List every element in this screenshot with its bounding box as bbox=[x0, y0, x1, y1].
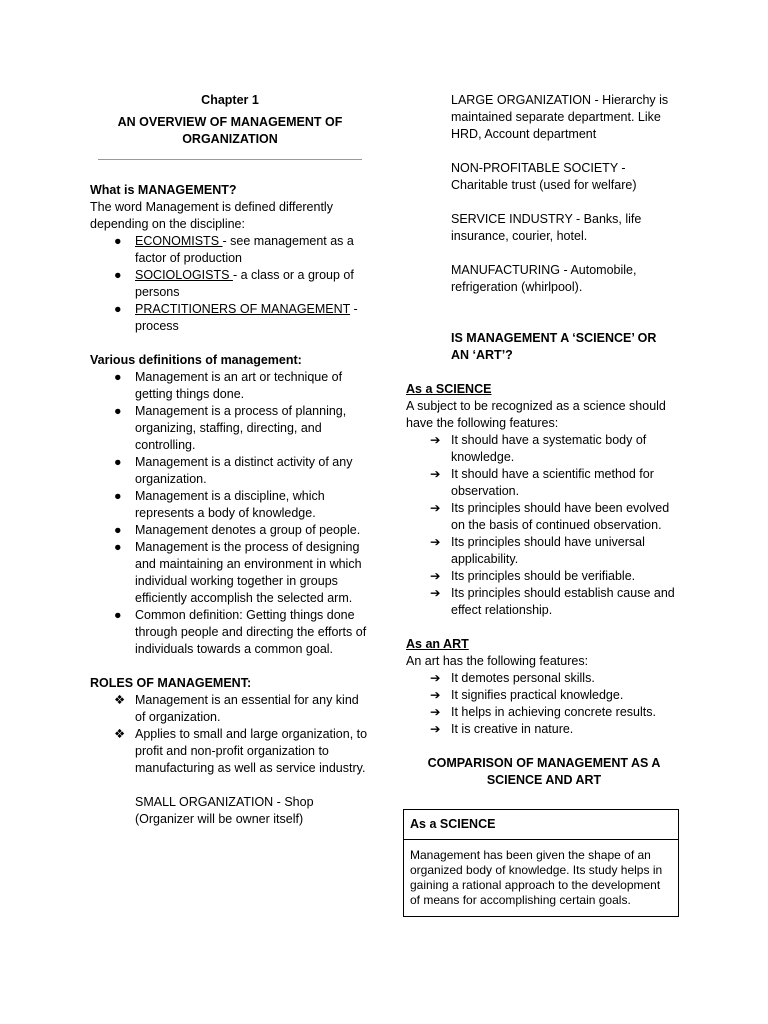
art-features-list bbox=[406, 670, 682, 738]
list-item bbox=[90, 403, 370, 454]
definition-text: Management is a distinct activity of any organization. bbox=[135, 455, 353, 486]
list-item bbox=[406, 432, 682, 466]
list-item bbox=[90, 692, 370, 726]
feature-text: It signifies practical knowledge. bbox=[451, 688, 624, 702]
list-item bbox=[406, 500, 682, 534]
table-content: Management has been given the shape of an organized body of knowledge. Its study helps in gaining a rational approach to the development of means for accomplishing certain goals. bbox=[404, 839, 678, 916]
list-item bbox=[406, 568, 682, 585]
list-item bbox=[90, 539, 370, 607]
bullet-icon: ● bbox=[114, 302, 122, 316]
left-column bbox=[90, 0, 370, 828]
list-item bbox=[406, 670, 682, 687]
table-header: As a SCIENCE bbox=[410, 817, 496, 831]
comparison-table bbox=[403, 809, 679, 917]
feature-text: Its principles should have been evolved on the basis of continued observation. bbox=[451, 501, 670, 532]
list-item bbox=[90, 607, 370, 658]
definition-text: Management is a process of planning, organizing, staffing, directing, and controlling. bbox=[135, 404, 347, 452]
feature-text: It helps in achieving concrete results. bbox=[451, 705, 656, 719]
art-heading: As an ART bbox=[406, 637, 469, 651]
discipline-desc: - a class or a group of persons bbox=[135, 268, 354, 299]
list-item bbox=[90, 267, 370, 301]
service-industry: SERVICE INDUSTRY - Banks, life insurance, courier, hotel. bbox=[451, 212, 642, 243]
diamond-icon: ❖ bbox=[114, 727, 126, 741]
chapter-title-line1: AN OVERVIEW OF MANAGEMENT OF bbox=[117, 115, 343, 129]
discipline-term: SOCIOLOGISTS bbox=[135, 268, 233, 282]
arrow-icon: ➔ bbox=[430, 467, 441, 481]
discipline-desc: - see management as a factor of production bbox=[135, 234, 354, 265]
definitions-heading: Various definitions of management: bbox=[90, 353, 302, 367]
list-item bbox=[406, 585, 682, 619]
feature-text: Its principles should be verifiable. bbox=[451, 569, 636, 583]
definition-text: Common definition: Getting things done through people and directing the efforts of individuals towards a common goal. bbox=[135, 608, 367, 656]
right-column bbox=[406, 0, 682, 917]
list-item bbox=[406, 687, 682, 704]
chapter-title-line2: ORGANIZATION bbox=[182, 132, 278, 146]
non-profit-society: NON-PROFITABLE SOCIETY - Charitable trust (used for welfare) bbox=[451, 161, 637, 192]
roles-list bbox=[90, 692, 370, 777]
discipline-term: PRACTITIONERS OF MANAGEMENT bbox=[135, 302, 351, 316]
list-item bbox=[406, 704, 682, 721]
list-item bbox=[90, 726, 370, 777]
arrow-icon: ➔ bbox=[430, 688, 441, 702]
arrow-icon: ➔ bbox=[430, 705, 441, 719]
small-organization: SMALL ORGANIZATION - Shop (Organizer will be owner itself) bbox=[135, 795, 314, 826]
bullet-icon: ● bbox=[114, 489, 122, 503]
diamond-icon: ❖ bbox=[114, 693, 126, 707]
feature-text: Its principles should establish cause and effect relationship. bbox=[451, 586, 675, 617]
definition-text: Management denotes a group of people. bbox=[135, 523, 361, 537]
role-text: Applies to small and large organization, to profit and non-profit organization to manufacturing as well as service industry. bbox=[135, 727, 368, 775]
arrow-icon: ➔ bbox=[430, 569, 441, 583]
list-item bbox=[90, 233, 370, 267]
arrow-icon: ➔ bbox=[430, 433, 441, 447]
definitions-list bbox=[90, 369, 370, 658]
feature-text: It should have a systematic body of knowledge. bbox=[451, 433, 647, 464]
list-item bbox=[406, 534, 682, 568]
large-organization: LARGE ORGANIZATION - Hierarchy is maintained separate department. Like HRD, Account department bbox=[451, 93, 669, 141]
definition-text: Management is the process of designing and maintaining an environment in which individual working together in groups efficiently accomplish the selected arm. bbox=[135, 540, 362, 605]
comparison-heading-line1: COMPARISON OF MANAGEMENT AS A bbox=[427, 756, 661, 770]
question-line1: IS MANAGEMENT A ‘SCIENCE’ OR bbox=[451, 331, 657, 345]
bullet-icon: ● bbox=[114, 608, 122, 622]
list-item bbox=[90, 522, 370, 539]
manufacturing: MANUFACTURING - Automobile, refrigeration (whirlpool). bbox=[451, 263, 637, 294]
arrow-icon: ➔ bbox=[430, 671, 441, 685]
feature-text: It demotes personal skills. bbox=[451, 671, 595, 685]
what-heading: What is MANAGEMENT? bbox=[90, 183, 237, 197]
science-heading: As a SCIENCE bbox=[406, 382, 492, 396]
science-intro: A subject to be recognized as a science should have the following features: bbox=[406, 399, 666, 430]
list-item bbox=[406, 466, 682, 500]
arrow-icon: ➔ bbox=[430, 586, 441, 600]
bullet-icon: ● bbox=[114, 234, 122, 248]
chapter-label: Chapter 1 bbox=[201, 93, 259, 107]
list-item bbox=[90, 369, 370, 403]
discipline-desc: - process bbox=[135, 302, 358, 333]
list-item bbox=[406, 721, 682, 738]
definition-text: Management is a discipline, which represents a body of knowledge. bbox=[135, 489, 325, 520]
art-intro: An art has the following features: bbox=[406, 654, 589, 668]
comparison-heading-line2: SCIENCE AND ART bbox=[486, 773, 602, 787]
list-item bbox=[90, 454, 370, 488]
feature-text: It should have a scientific method for observation. bbox=[451, 467, 654, 498]
arrow-icon: ➔ bbox=[430, 501, 441, 515]
feature-text: It is creative in nature. bbox=[451, 722, 574, 736]
bullet-icon: ● bbox=[114, 523, 122, 537]
bullet-icon: ● bbox=[114, 455, 122, 469]
definition-text: Management is an art or technique of getting things done. bbox=[135, 370, 343, 401]
arrow-icon: ➔ bbox=[430, 535, 441, 549]
bullet-icon: ● bbox=[114, 540, 122, 554]
bullet-icon: ● bbox=[114, 370, 122, 384]
bullet-icon: ● bbox=[114, 404, 122, 418]
list-item bbox=[90, 301, 370, 335]
role-text: Management is an essential for any kind of organization. bbox=[135, 693, 359, 724]
list-item bbox=[90, 488, 370, 522]
roles-heading: ROLES OF MANAGEMENT: bbox=[90, 676, 252, 690]
feature-text: Its principles should have universal applicability. bbox=[451, 535, 645, 566]
what-text: The word Management is defined differently depending on the discipline: bbox=[90, 200, 333, 231]
bullet-icon: ● bbox=[114, 268, 122, 282]
discipline-term: ECONOMISTS bbox=[135, 234, 223, 248]
arrow-icon: ➔ bbox=[430, 722, 441, 736]
question-line2: AN ‘ART’? bbox=[451, 348, 513, 362]
science-features-list bbox=[406, 432, 682, 619]
disciplines-list bbox=[90, 233, 370, 335]
